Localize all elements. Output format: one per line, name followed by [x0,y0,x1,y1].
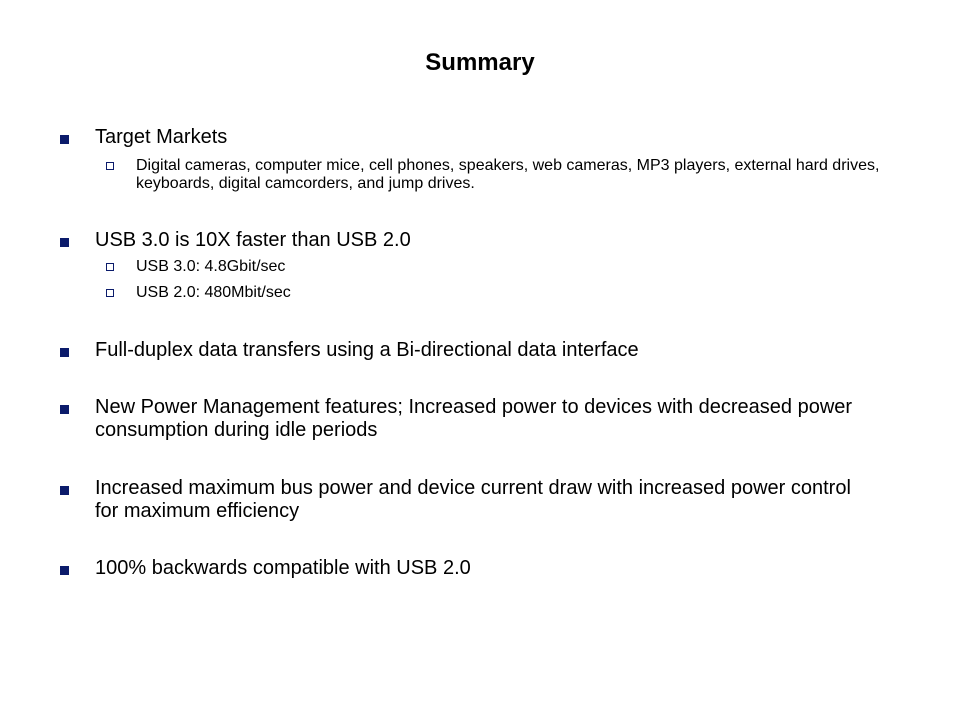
hollow-square-bullet-icon [106,263,114,271]
slide-title: Summary [425,49,535,76]
sub-bullet-text: Digital cameras, computer mice, cell phones, speakers, web cameras, MP3 players, external hard drives, keyboards, digital camcorders, and jump drives. [136,157,880,192]
bullet-text: 100% backwards compatible with USB 2.0 [95,557,471,579]
bullet-text: Full-duplex data transfers using a Bi-directional data interface [95,339,639,361]
square-bullet-icon [60,405,69,414]
bullet-text: USB 3.0 is 10X faster than USB 2.0 [95,229,411,251]
hollow-square-bullet-icon [106,162,114,170]
sub-bullet-text: USB 3.0: 4.8Gbit/sec [136,258,286,275]
square-bullet-icon [60,566,69,575]
bullet-text: Increased maximum bus power and device current draw with increased power control for maximum efficiency [95,477,851,522]
square-bullet-icon [60,486,69,495]
square-bullet-icon [60,238,69,247]
square-bullet-icon [60,135,69,144]
bullet-text: Target Markets [95,126,228,148]
bullet-text: New Power Management features; Increased power to devices with decreased power consumption during idle periods [95,396,853,441]
hollow-square-bullet-icon [106,289,114,297]
sub-bullet-text: USB 2.0: 480Mbit/sec [136,284,291,301]
square-bullet-icon [60,348,69,357]
